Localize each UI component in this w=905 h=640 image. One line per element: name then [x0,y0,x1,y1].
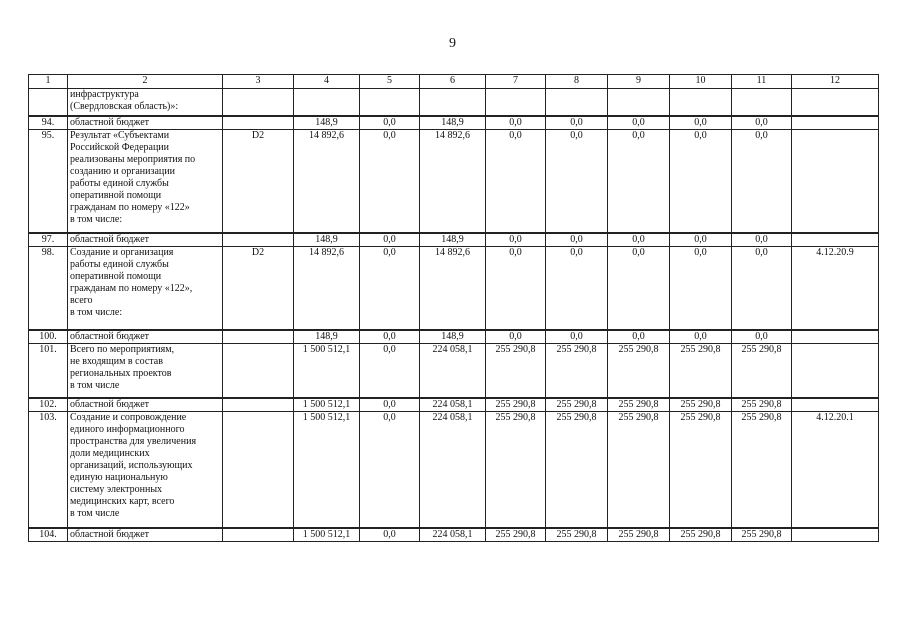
header-cell: 3 [223,75,294,89]
value-cell: 148,9 [294,116,360,130]
value-cell [670,89,732,116]
value-cell: 0,0 [546,129,608,233]
row-number-cell: 100. [29,330,68,344]
row-code-cell [223,528,294,542]
value-cell: 255 290,8 [486,528,546,542]
value-cell: 255 290,8 [546,528,608,542]
value-cell [486,89,546,116]
value-cell: 0,0 [486,116,546,130]
value-cell: 0,0 [360,528,420,542]
value-cell: 0,0 [732,330,792,344]
budget-table [28,74,879,542]
page-number: 9 [449,36,456,51]
value-cell: 0,0 [546,233,608,247]
row-code-cell [223,330,294,344]
value-cell: 224 058,1 [420,398,486,412]
value-cell: 0,0 [486,129,546,233]
value-cell: 14 892,6 [294,247,360,330]
value-cell: 255 290,8 [486,412,546,528]
value-cell: 0,0 [360,129,420,233]
header-cell: 1 [29,75,68,89]
header-cell: 10 [670,75,732,89]
table-row [29,233,879,247]
value-cell [360,89,420,116]
row-name-cell: областной бюджет [68,398,223,412]
row-number-cell: 97. [29,233,68,247]
value-cell: 255 290,8 [670,528,732,542]
value-cell: 0,0 [360,116,420,130]
row-number-cell: 98. [29,247,68,330]
table-row [29,116,879,130]
value-cell: 0,0 [670,233,732,247]
row-code-cell [223,233,294,247]
row-name-cell: Создание и организация работы единой службы оперативной помощи гражданам по номеру «122», всего в том числе: [68,247,223,330]
value-cell: 0,0 [670,129,732,233]
row-ref-cell [792,89,879,116]
value-cell: 255 290,8 [486,343,546,398]
value-cell: 0,0 [486,247,546,330]
row-ref-cell [792,343,879,398]
header-cell: 9 [608,75,670,89]
row-ref-cell: 4.12.20.9 [792,247,879,330]
value-cell: 148,9 [294,233,360,247]
value-cell [608,89,670,116]
value-cell: 14 892,6 [294,129,360,233]
value-cell: 0,0 [486,233,546,247]
value-cell [294,89,360,116]
row-name-cell: областной бюджет [68,330,223,344]
value-cell: 0,0 [546,247,608,330]
value-cell: 1 500 512,1 [294,412,360,528]
row-ref-cell [792,233,879,247]
table-row [29,528,879,542]
row-ref-cell [792,398,879,412]
row-number-cell: 101. [29,343,68,398]
value-cell: 0,0 [360,412,420,528]
row-name-cell: Всего по мероприятиям, не входящим в состав региональных проектов в том числе [68,343,223,398]
header-cell: 7 [486,75,546,89]
table-row [29,398,879,412]
table-row [29,129,879,233]
row-name-cell: областной бюджет [68,528,223,542]
value-cell: 0,0 [486,330,546,344]
value-cell: 0,0 [546,116,608,130]
value-cell: 1 500 512,1 [294,528,360,542]
header-cell: 12 [792,75,879,89]
value-cell: 224 058,1 [420,528,486,542]
value-cell: 148,9 [294,330,360,344]
row-code-cell [223,343,294,398]
table-row [29,89,879,116]
row-number-cell: 103. [29,412,68,528]
table-row [29,247,879,330]
header-cell: 5 [360,75,420,89]
row-name-cell: областной бюджет [68,233,223,247]
value-cell: 148,9 [420,233,486,247]
value-cell: 255 290,8 [670,343,732,398]
value-cell: 1 500 512,1 [294,398,360,412]
value-cell: 0,0 [732,233,792,247]
row-code-cell: D2 [223,247,294,330]
value-cell: 0,0 [360,343,420,398]
value-cell: 255 290,8 [670,398,732,412]
header-cell: 2 [68,75,223,89]
value-cell: 0,0 [608,233,670,247]
row-ref-cell [792,129,879,233]
value-cell: 148,9 [420,330,486,344]
value-cell: 0,0 [608,247,670,330]
value-cell: 14 892,6 [420,129,486,233]
value-cell: 255 290,8 [546,412,608,528]
value-cell [546,89,608,116]
value-cell: 0,0 [670,247,732,330]
value-cell: 255 290,8 [732,343,792,398]
header-cell: 11 [732,75,792,89]
row-code-cell [223,89,294,116]
value-cell: 0,0 [546,330,608,344]
row-name-cell: Результат «Субъектами Российской Федерации реализованы мероприятия по созданию и организации работы единой службы оперативной помощи гражданам по номеру «122» в том числе: [68,129,223,233]
value-cell: 0,0 [360,330,420,344]
value-cell: 255 290,8 [732,398,792,412]
header-cell: 4 [294,75,360,89]
row-ref-cell [792,528,879,542]
value-cell: 0,0 [732,129,792,233]
value-cell: 0,0 [360,233,420,247]
value-cell: 0,0 [670,330,732,344]
table-row [29,343,879,398]
row-name-cell: Создание и сопровождение единого информационного пространства для увеличения доли медицинских организаций, использующих единую национальную систему электронных медицинских карт, всего в том числе [68,412,223,528]
row-name-cell: областной бюджет [68,116,223,130]
value-cell: 0,0 [608,129,670,233]
value-cell: 255 290,8 [546,398,608,412]
value-cell: 255 290,8 [546,343,608,398]
value-cell: 14 892,6 [420,247,486,330]
row-number-cell: 102. [29,398,68,412]
value-cell: 255 290,8 [608,343,670,398]
header-row [29,75,879,89]
value-cell: 0,0 [608,330,670,344]
row-code-cell [223,116,294,130]
row-code-cell: D2 [223,129,294,233]
value-cell: 1 500 512,1 [294,343,360,398]
value-cell: 0,0 [732,247,792,330]
value-cell: 255 290,8 [670,412,732,528]
value-cell: 0,0 [608,116,670,130]
value-cell: 255 290,8 [608,398,670,412]
table-row [29,412,879,528]
value-cell [732,89,792,116]
row-number-cell: 94. [29,116,68,130]
table-body [29,75,879,542]
table-row [29,330,879,344]
header-cell: 6 [420,75,486,89]
value-cell: 255 290,8 [732,528,792,542]
row-ref-cell: 4.12.20.1 [792,412,879,528]
row-number-cell [29,89,68,116]
row-ref-cell [792,116,879,130]
row-code-cell [223,412,294,528]
value-cell: 224 058,1 [420,412,486,528]
value-cell: 0,0 [360,247,420,330]
value-cell: 255 290,8 [732,412,792,528]
value-cell: 0,0 [732,116,792,130]
row-number-cell: 104. [29,528,68,542]
value-cell: 0,0 [360,398,420,412]
value-cell [420,89,486,116]
value-cell: 224 058,1 [420,343,486,398]
value-cell: 255 290,8 [608,412,670,528]
row-name-cell: инфраструктура (Свердловская область)»: [68,89,223,116]
value-cell: 255 290,8 [608,528,670,542]
value-cell: 148,9 [420,116,486,130]
row-code-cell [223,398,294,412]
header-cell: 8 [546,75,608,89]
value-cell: 0,0 [670,116,732,130]
row-ref-cell [792,330,879,344]
value-cell: 255 290,8 [486,398,546,412]
row-number-cell: 95. [29,129,68,233]
